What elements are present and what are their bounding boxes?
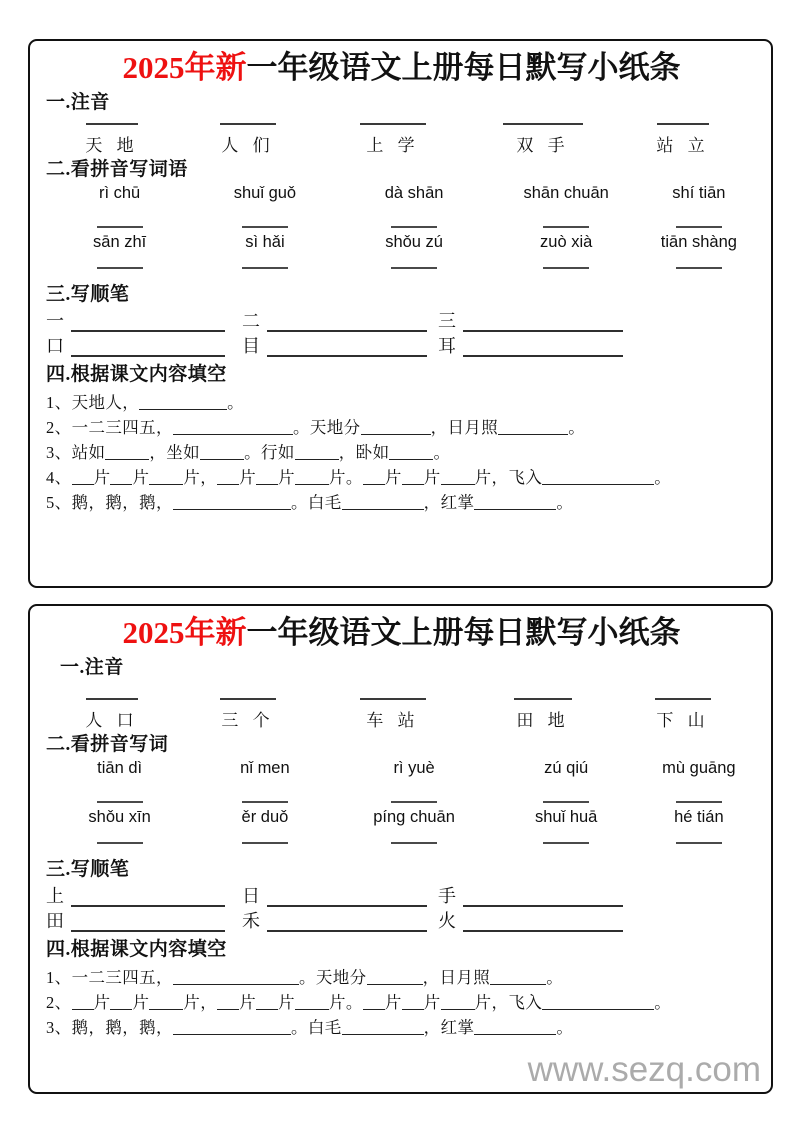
pinyin-cell[interactable] [492, 267, 641, 274]
stroke-order-item[interactable] [242, 337, 438, 357]
pinyin-write-blank[interactable] [676, 267, 722, 269]
zhuyin-write-blank[interactable] [86, 698, 138, 700]
stroke-write-line[interactable] [267, 315, 427, 332]
stroke-write-line[interactable] [267, 915, 427, 932]
pinyin-cell [641, 759, 757, 779]
zhuyin-cell[interactable] [46, 123, 178, 156]
card-1-stroke-row-2 [46, 337, 757, 357]
pinyin-text: shān chuān [523, 184, 609, 203]
card-1-pinyin-row-1 [46, 184, 757, 204]
item-text: 一二三四五， [71, 967, 173, 987]
item-text: 。 [227, 392, 245, 412]
stroke-order-item[interactable] [46, 887, 242, 907]
fill-blank-item[interactable] [46, 990, 757, 1015]
pinyin-text: mù guāng [662, 759, 736, 778]
zhuyin-write-blank[interactable] [220, 123, 276, 125]
stroke-char: 口 [46, 336, 64, 357]
item-text: 。白毛 [290, 1018, 342, 1038]
pinyin-text: sān zhī [93, 232, 147, 251]
card-1-zhuyin-row [46, 123, 757, 156]
answer-blank[interactable] [441, 996, 475, 1010]
item-text: 。 [556, 1018, 574, 1038]
zhuyin-cell[interactable] [46, 698, 178, 731]
card-2-pinyin-row-3-blanks [46, 842, 757, 849]
answer-blank[interactable] [402, 996, 424, 1010]
pinyin-cell [193, 184, 336, 204]
pinyin-cell[interactable] [641, 842, 757, 849]
stroke-char: 二 [242, 311, 260, 332]
worksheet-card-1 [28, 39, 773, 588]
card-2-pinyin-row-1 [46, 759, 757, 779]
stroke-order-item[interactable] [438, 887, 634, 907]
answer-blank[interactable] [402, 471, 424, 485]
item-text: 。行如 [244, 443, 295, 463]
card-2-zhuyin-row [46, 698, 757, 731]
pinyin-write-blank[interactable] [391, 842, 437, 844]
item-text: 鹅，鹅，鹅， [71, 493, 173, 513]
pinyin-text: shuǐ huā [534, 807, 598, 826]
pinyin-write-blank[interactable] [391, 801, 437, 803]
item-number: 2、 [46, 992, 72, 1012]
pinyin-cell[interactable] [46, 226, 193, 253]
item-text: 。天地分 [298, 967, 367, 987]
zhuyin-cell[interactable] [178, 698, 318, 731]
zhuyin-write-blank[interactable] [360, 698, 426, 700]
item-text: 片，飞入 [474, 468, 543, 488]
answer-blank[interactable] [139, 396, 227, 410]
pinyin-cell[interactable] [641, 226, 757, 253]
item-text: 片 [278, 992, 295, 1012]
item-number: 5、 [46, 493, 72, 513]
fill-blank-item[interactable] [46, 415, 757, 440]
item-text: 片 [423, 468, 441, 488]
pinyin-write-blank[interactable] [97, 842, 143, 844]
pinyin-text: rì yuè [393, 759, 435, 778]
pinyin-cell [641, 184, 757, 204]
item-number: 4、 [46, 468, 72, 488]
item-text: 。白毛 [290, 493, 342, 513]
title-main-part: 一年级语文上册每日默写小纸条 [246, 50, 681, 85]
pinyin-write-blank[interactable] [543, 801, 589, 803]
pinyin-cell [492, 759, 641, 779]
pinyin-cell[interactable] [193, 801, 336, 828]
zhuyin-word: 人 口 [85, 711, 139, 731]
item-text: ，红掌 [423, 1018, 475, 1038]
answer-blank[interactable] [173, 421, 293, 435]
stroke-write-line[interactable] [463, 315, 623, 332]
pinyin-write-blank[interactable] [543, 267, 589, 269]
stroke-char: 三 [438, 311, 456, 332]
answer-blank[interactable] [173, 971, 299, 985]
pinyin-cell[interactable] [46, 267, 193, 274]
pinyin-text: zuò xià [540, 232, 593, 251]
pinyin-write-blank[interactable] [242, 226, 288, 228]
stroke-write-line[interactable] [71, 340, 225, 357]
item-number: 2、 [46, 417, 72, 437]
stroke-order-item[interactable] [242, 912, 438, 932]
pinyin-write-blank[interactable] [543, 842, 589, 844]
pinyin-text: zú qiú [544, 759, 589, 778]
stroke-write-line[interactable] [267, 340, 427, 357]
zhuyin-write-blank[interactable] [503, 123, 583, 125]
pinyin-text: nǐ men [240, 759, 290, 778]
pinyin-cell [46, 184, 193, 204]
stroke-char: 日 [242, 886, 260, 907]
zhuyin-word: 下 山 [656, 711, 710, 731]
stroke-char: 禾 [242, 911, 260, 932]
site-watermark: www.sezq.com [527, 1050, 761, 1089]
pinyin-text: hé tián [674, 807, 724, 826]
item-text: 。 [654, 992, 672, 1012]
card-2-section-4-heading: 四.根据课文内容填空 [46, 939, 227, 961]
answer-blank[interactable] [72, 996, 94, 1010]
card-1-body [30, 41, 771, 586]
answer-blank[interactable] [498, 421, 568, 435]
item-text: 。 [433, 443, 451, 463]
item-text: 。 [568, 417, 586, 437]
fill-blank-item[interactable] [46, 440, 757, 465]
stroke-char: 火 [438, 911, 456, 932]
stroke-char: 上 [46, 886, 64, 907]
item-text: ，坐如 [149, 443, 201, 463]
item-text: 片， [183, 468, 218, 488]
fill-blank-item[interactable] [46, 965, 757, 990]
answer-blank[interactable] [367, 971, 423, 985]
stroke-order-item[interactable] [438, 312, 634, 332]
card-1-fill-blank-list [46, 390, 757, 515]
pinyin-write-blank[interactable] [97, 801, 143, 803]
answer-blank[interactable] [542, 471, 654, 485]
zhuyin-word: 上 学 [366, 136, 420, 156]
pinyin-text: sì hǎi [245, 232, 285, 251]
card-1-stroke-row-1 [46, 312, 757, 332]
item-text: 片 [384, 468, 402, 488]
item-text: ，卧如 [338, 443, 390, 463]
zhuyin-word: 三 个 [221, 711, 275, 731]
zhuyin-word: 天 地 [85, 136, 139, 156]
pinyin-write-blank[interactable] [242, 801, 288, 803]
card-2-section-2-heading: 二.看拼音写词 [46, 734, 169, 756]
pinyin-write-blank[interactable] [97, 267, 143, 269]
item-number: 3、 [46, 443, 72, 463]
card-2-body [30, 606, 771, 1092]
item-text: 片 [132, 468, 150, 488]
card-1-section-4-heading: 四.根据课文内容填空 [46, 364, 227, 386]
pinyin-cell[interactable] [337, 226, 492, 253]
pinyin-cell [492, 184, 641, 204]
stroke-write-line[interactable] [71, 915, 225, 932]
pinyin-cell[interactable] [492, 842, 641, 849]
item-text: 片。 [329, 992, 363, 1012]
item-text: 片，飞入 [474, 992, 543, 1012]
pinyin-text: shuǐ guǒ [233, 184, 297, 203]
stroke-char: 耳 [438, 336, 456, 357]
pinyin-cell [193, 759, 336, 779]
pinyin-text: dà shān [384, 184, 444, 203]
answer-blank[interactable] [363, 996, 385, 1010]
answer-blank[interactable] [217, 471, 239, 485]
item-text: 片， [183, 992, 218, 1012]
pinyin-cell[interactable] [641, 801, 757, 828]
pinyin-write-blank[interactable] [676, 801, 722, 803]
zhuyin-cell[interactable] [468, 698, 618, 731]
pinyin-cell[interactable] [193, 267, 336, 274]
card-2-title [46, 614, 757, 653]
pinyin-write-blank[interactable] [242, 842, 288, 844]
item-text: ，日月照 [430, 417, 499, 437]
answer-blank[interactable] [295, 471, 329, 485]
card-2-stroke-row-2 [46, 912, 757, 932]
item-text: 。 [556, 493, 574, 513]
pinyin-text: píng chuān [373, 807, 455, 826]
card-2-stroke-row-1 [46, 887, 757, 907]
zhuyin-word: 双 手 [516, 136, 570, 156]
zhuyin-cell[interactable] [318, 698, 468, 731]
item-text: ，红掌 [423, 493, 475, 513]
pinyin-text: tiān shàng [660, 232, 737, 251]
card-1-title [46, 49, 757, 88]
item-number: 1、 [46, 392, 72, 412]
item-text: 。天地分 [292, 417, 361, 437]
pinyin-cell[interactable] [46, 801, 193, 828]
card-1-section-3-heading: 三.写顺笔 [46, 283, 130, 305]
pinyin-cell[interactable] [337, 842, 492, 849]
stroke-write-line[interactable] [267, 890, 427, 907]
zhuyin-word: 田 地 [516, 711, 570, 731]
zhuyin-cell[interactable] [618, 123, 748, 156]
answer-blank[interactable] [217, 996, 239, 1010]
card-1-pinyin-row-3-blanks [46, 267, 757, 274]
answer-blank[interactable] [256, 471, 278, 485]
fill-blank-item[interactable] [46, 390, 757, 415]
stroke-order-item[interactable] [46, 312, 242, 332]
item-text: ，日月照 [422, 967, 491, 987]
answer-blank[interactable] [105, 446, 149, 460]
answer-blank[interactable] [474, 1021, 556, 1035]
card-1-section-2-heading: 二.看拼音写词语 [46, 159, 188, 181]
zhuyin-write-blank[interactable] [86, 123, 138, 125]
pinyin-cell [46, 759, 193, 779]
pinyin-cell [337, 759, 492, 779]
pinyin-cell[interactable] [193, 226, 336, 253]
answer-blank[interactable] [149, 996, 183, 1010]
zhuyin-cell[interactable] [468, 123, 618, 156]
stroke-char: 田 [46, 911, 64, 932]
pinyin-write-blank[interactable] [97, 226, 143, 228]
stroke-write-line[interactable] [463, 890, 623, 907]
pinyin-write-blank[interactable] [543, 226, 589, 228]
answer-blank[interactable] [200, 446, 244, 460]
stroke-char: 一 [46, 311, 64, 332]
zhuyin-word: 人 们 [221, 136, 275, 156]
card-2-pinyin-row-2 [46, 801, 757, 828]
zhuyin-cell[interactable] [618, 698, 748, 731]
pinyin-text: shǒu xīn [88, 807, 151, 826]
fill-blank-item[interactable] [46, 490, 757, 515]
zhuyin-word: 车 站 [366, 711, 420, 731]
answer-blank[interactable] [173, 1021, 291, 1035]
answer-blank[interactable] [110, 471, 132, 485]
item-text: 站如 [71, 443, 106, 463]
card-2-fill-blank-list [46, 965, 757, 1040]
card-2-section-3-heading: 三.写顺笔 [46, 858, 130, 880]
zhuyin-write-blank[interactable] [657, 123, 709, 125]
pinyin-text: ěr duǒ [241, 807, 289, 826]
pinyin-cell [337, 184, 492, 204]
title-year-part: 2025年新 [122, 615, 247, 650]
pinyin-text: tiān dì [97, 759, 143, 778]
item-text: 片 [239, 992, 257, 1012]
stroke-char: 手 [438, 886, 456, 907]
stroke-order-item[interactable] [438, 337, 634, 357]
answer-blank[interactable] [361, 421, 431, 435]
fill-blank-item[interactable] [46, 1015, 757, 1040]
item-text: 一二三四五， [71, 417, 173, 437]
pinyin-write-blank[interactable] [242, 267, 288, 269]
answer-blank[interactable] [441, 471, 475, 485]
worksheet-card-2 [28, 604, 773, 1094]
zhuyin-cell[interactable] [178, 123, 318, 156]
pinyin-write-blank[interactable] [676, 226, 722, 228]
zhuyin-write-blank[interactable] [514, 698, 572, 700]
pinyin-cell[interactable] [641, 267, 757, 274]
pinyin-text: shí tiān [672, 184, 726, 203]
item-text: 片 [239, 468, 257, 488]
pinyin-cell[interactable] [337, 801, 492, 828]
zhuyin-write-blank[interactable] [360, 123, 426, 125]
zhuyin-cell[interactable] [318, 123, 468, 156]
pinyin-write-blank[interactable] [391, 226, 437, 228]
item-text: 。 [546, 967, 564, 987]
item-text: 片 [384, 992, 402, 1012]
answer-blank[interactable] [110, 996, 132, 1010]
item-text: 片 [93, 992, 111, 1012]
answer-blank[interactable] [363, 471, 385, 485]
answer-blank[interactable] [342, 496, 424, 510]
item-text: 片 [93, 468, 111, 488]
pinyin-cell[interactable] [492, 226, 641, 253]
pinyin-cell[interactable] [337, 267, 492, 274]
pinyin-cell[interactable] [492, 801, 641, 828]
pinyin-cell[interactable] [46, 842, 193, 849]
answer-blank[interactable] [149, 471, 183, 485]
stroke-order-item[interactable] [438, 912, 634, 932]
pinyin-text: rì chū [98, 184, 141, 203]
stroke-write-line[interactable] [71, 315, 225, 332]
item-number: 1、 [46, 967, 72, 987]
item-text: 。 [654, 468, 672, 488]
stroke-char: 目 [242, 336, 260, 357]
item-number: 3、 [46, 1018, 72, 1038]
card-2-section-1-heading: 一.注音 [60, 656, 124, 678]
zhuyin-word: 站 立 [656, 136, 710, 156]
pinyin-write-blank[interactable] [676, 842, 722, 844]
item-text: 天地人， [71, 392, 140, 412]
pinyin-write-blank[interactable] [391, 267, 437, 269]
answer-blank[interactable] [342, 1021, 424, 1035]
pinyin-text: shǒu zú [385, 232, 443, 251]
zhuyin-write-blank[interactable] [655, 698, 711, 700]
card-1-section-1-heading: 一.注音 [46, 91, 110, 113]
item-text: 片。 [329, 468, 363, 488]
answer-blank[interactable] [295, 446, 339, 460]
answer-blank[interactable] [542, 996, 654, 1010]
item-text: 鹅，鹅，鹅， [71, 1018, 173, 1038]
title-year-part: 2025年新 [122, 50, 247, 85]
item-text: 片 [278, 468, 295, 488]
answer-blank[interactable] [256, 996, 278, 1010]
zhuyin-write-blank[interactable] [220, 698, 276, 700]
answer-blank[interactable] [295, 996, 329, 1010]
item-text: 片 [423, 992, 441, 1012]
stroke-order-item[interactable] [46, 337, 242, 357]
item-text: 片 [132, 992, 150, 1012]
stroke-order-item[interactable] [242, 312, 438, 332]
stroke-write-line[interactable] [463, 915, 623, 932]
answer-blank[interactable] [389, 446, 433, 460]
stroke-write-line[interactable] [463, 340, 623, 357]
pinyin-cell[interactable] [193, 842, 336, 849]
title-main-part: 一年级语文上册每日默写小纸条 [246, 615, 681, 650]
stroke-order-item[interactable] [46, 912, 242, 932]
card-1-pinyin-row-2 [46, 226, 757, 253]
answer-blank[interactable] [173, 496, 291, 510]
answer-blank[interactable] [72, 471, 94, 485]
stroke-order-item[interactable] [242, 887, 438, 907]
stroke-write-line[interactable] [71, 890, 225, 907]
answer-blank[interactable] [474, 496, 556, 510]
fill-blank-item[interactable] [46, 465, 757, 490]
answer-blank[interactable] [490, 971, 546, 985]
